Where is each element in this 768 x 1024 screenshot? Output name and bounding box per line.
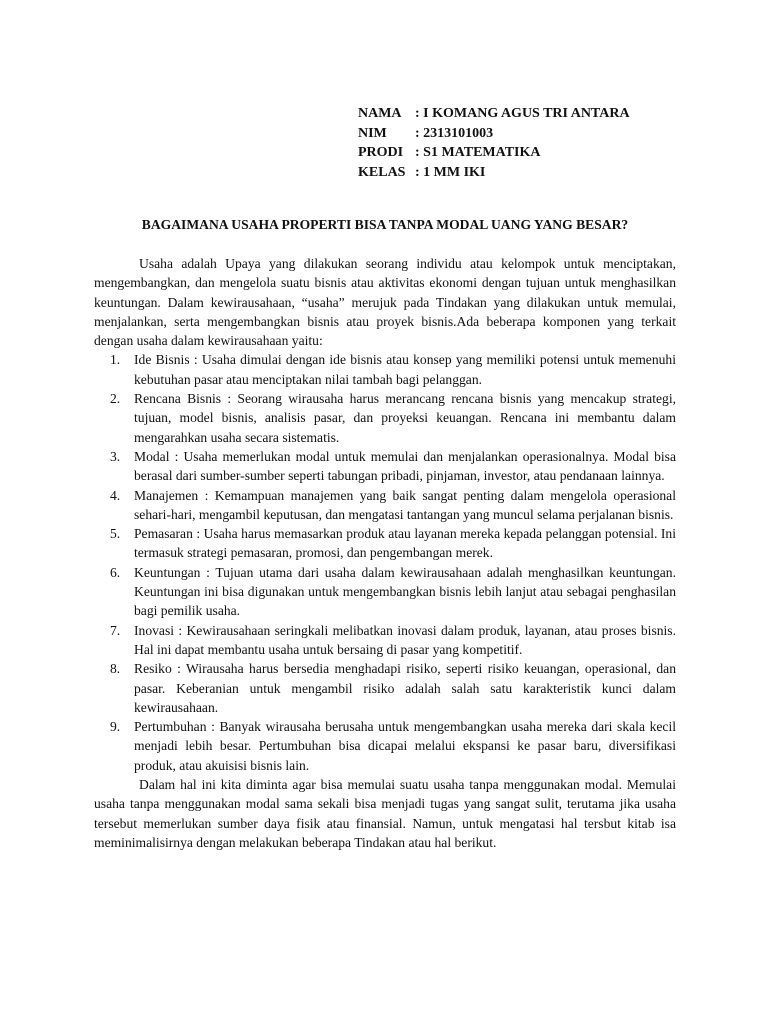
document-body xyxy=(94,254,676,852)
intro-paragraph: Usaha adalah Upaya yang dilakukan seorang individu atau kelompok untuk menciptakan, mengembangkan, dan mengelola suatu bisnis atau aktivitas ekonomi dengan tujuan untuk menghasilkan keuntungan. Dalam kewirausahaan, “usaha” merujuk pada Tindakan yang dilakukan untuk memulai, menjalankan, serta mengembangkan bisnis atau proyek bisnis.Ada beberapa komponen yang terkait dengan usaha dalam kewirausahaan yaitu: xyxy=(94,256,676,349)
study-program-row xyxy=(358,143,630,163)
list-item-number: 7. xyxy=(110,622,121,638)
list-item xyxy=(94,447,676,486)
kelas-label: KELAS xyxy=(358,164,406,180)
list-item-text: Ide Bisnis : Usaha dimulai dengan ide bisnis atau konsep yang memiliki potensi untuk memenuhi kebutuhan pasar atau menciptakan nilai tambah bagi pelanggan. xyxy=(134,352,676,387)
list-item xyxy=(94,659,676,717)
list-item-text: Modal : Usaha memerlukan modal untuk memulai dan menjalankan operasionalnya. Modal bisa berasal dari sumber-sumber seperti tabungan pribadi, pinjaman, investor, atau pendanaan lainnya. xyxy=(134,448,676,484)
list-item-number: 3. xyxy=(110,448,121,464)
student-info-block xyxy=(358,104,630,182)
list-item xyxy=(94,717,676,775)
document-title: BAGAIMANA USAHA PROPERTI BISA TANPA MODAL UANG YANG BESAR? xyxy=(141,217,629,232)
list-item-text: Keuntungan : Tujuan utama dari usaha dalam kewirausahaan adalah menghasilkan keuntungan. Keuntungan ini bisa digunakan untuk mengembangkan bisnis lebih lanjut atau sebagai penghasilan bagi pemilik usaha. xyxy=(134,564,676,619)
prodi-value: : S1 MATEMATIKA xyxy=(415,145,541,160)
list-item-text: Pertumbuhan : Banyak wirausaha berusaha untuk mengembangkan usaha mereka dari skala kecil menjadi lebih besar. Pertumbuhan bisa dicapai melalui ekspansi ke pasar baru, diversifikasi produk, atau akuisisi bisnis lain. xyxy=(134,719,676,773)
prodi-label: PRODI xyxy=(358,145,404,160)
list-item-number: 9. xyxy=(110,719,121,735)
list-item xyxy=(94,524,676,563)
list-item-number: 6. xyxy=(110,564,121,580)
list-item xyxy=(94,621,676,660)
list-item-text: Resiko : Wirausaha harus bersedia menghadapi risiko, seperti risiko keuangan, operasional, dan pasar. Keberanian untuk mengambil risiko adalah salah satu karakteristik kunci dalam kewirausahaan. xyxy=(134,661,676,715)
list-item-number: 2. xyxy=(110,391,121,407)
nim-value: : 2313101003 xyxy=(415,125,494,141)
list-item-number: 8. xyxy=(110,661,121,677)
components-list xyxy=(94,350,676,775)
nim-label: NIM xyxy=(358,125,387,141)
list-item xyxy=(94,350,676,389)
student-id-row xyxy=(358,124,630,144)
list-item-text: Pemasaran : Usaha harus memasarkan produk atau layanan mereka kepada pelanggan potensial. Ini termasuk strategi pemasaran, promosi, dan pengembangan merek. xyxy=(134,526,676,561)
list-item-number: 5. xyxy=(110,526,121,542)
name-label: NAMA xyxy=(358,106,402,121)
list-item xyxy=(94,486,676,525)
student-name-row xyxy=(358,104,630,124)
name-value: : I KOMANG AGUS TRI ANTARA xyxy=(415,106,630,121)
kelas-value: : 1 MM IKI xyxy=(415,164,486,180)
list-item xyxy=(94,389,676,447)
list-item-number: 1. xyxy=(110,352,121,368)
list-item-text: Rencana Bisnis : Seorang wirausaha harus merancang rencana bisnis yang mencakup strategi, tujuan, model bisnis, analisis pasar, dan proyeksi keuangan. Rencana ini membantu dalam mengarahkan usaha secara sistematis. xyxy=(134,391,676,445)
closing-paragraph: Dalam hal ini kita diminta agar bisa memulai suatu usaha tanpa menggunakan modal. Memulai usaha tanpa menggunakan modal sama sekali bisa menjadi tugas yang sangat sulit, terutama jika usaha tersebut memerlukan sumber daya fisik atau finansial. Namun, untuk mengatasi hal tersbut kitab isa meminimalisirnya dengan melakukan beberapa Tindakan atau hal berikut. xyxy=(94,777,676,850)
list-item-number: 4. xyxy=(110,487,121,503)
list-item xyxy=(94,563,676,621)
list-item-text: Inovasi : Kewirausahaan seringkali melibatkan inovasi dalam produk, layanan, atau proses bisnis. Hal ini dapat membantu usaha untuk bersaing di pasar yang kompetitif. xyxy=(134,622,676,657)
class-row xyxy=(358,163,630,183)
list-item-text: Manajemen : Kemampuan manajemen yang baik sangat penting dalam mengelola operasional sehari-hari, mengambil keputusan, dan mengatasi tantangan yang muncul selama perjalanan bisnis. xyxy=(134,487,676,522)
